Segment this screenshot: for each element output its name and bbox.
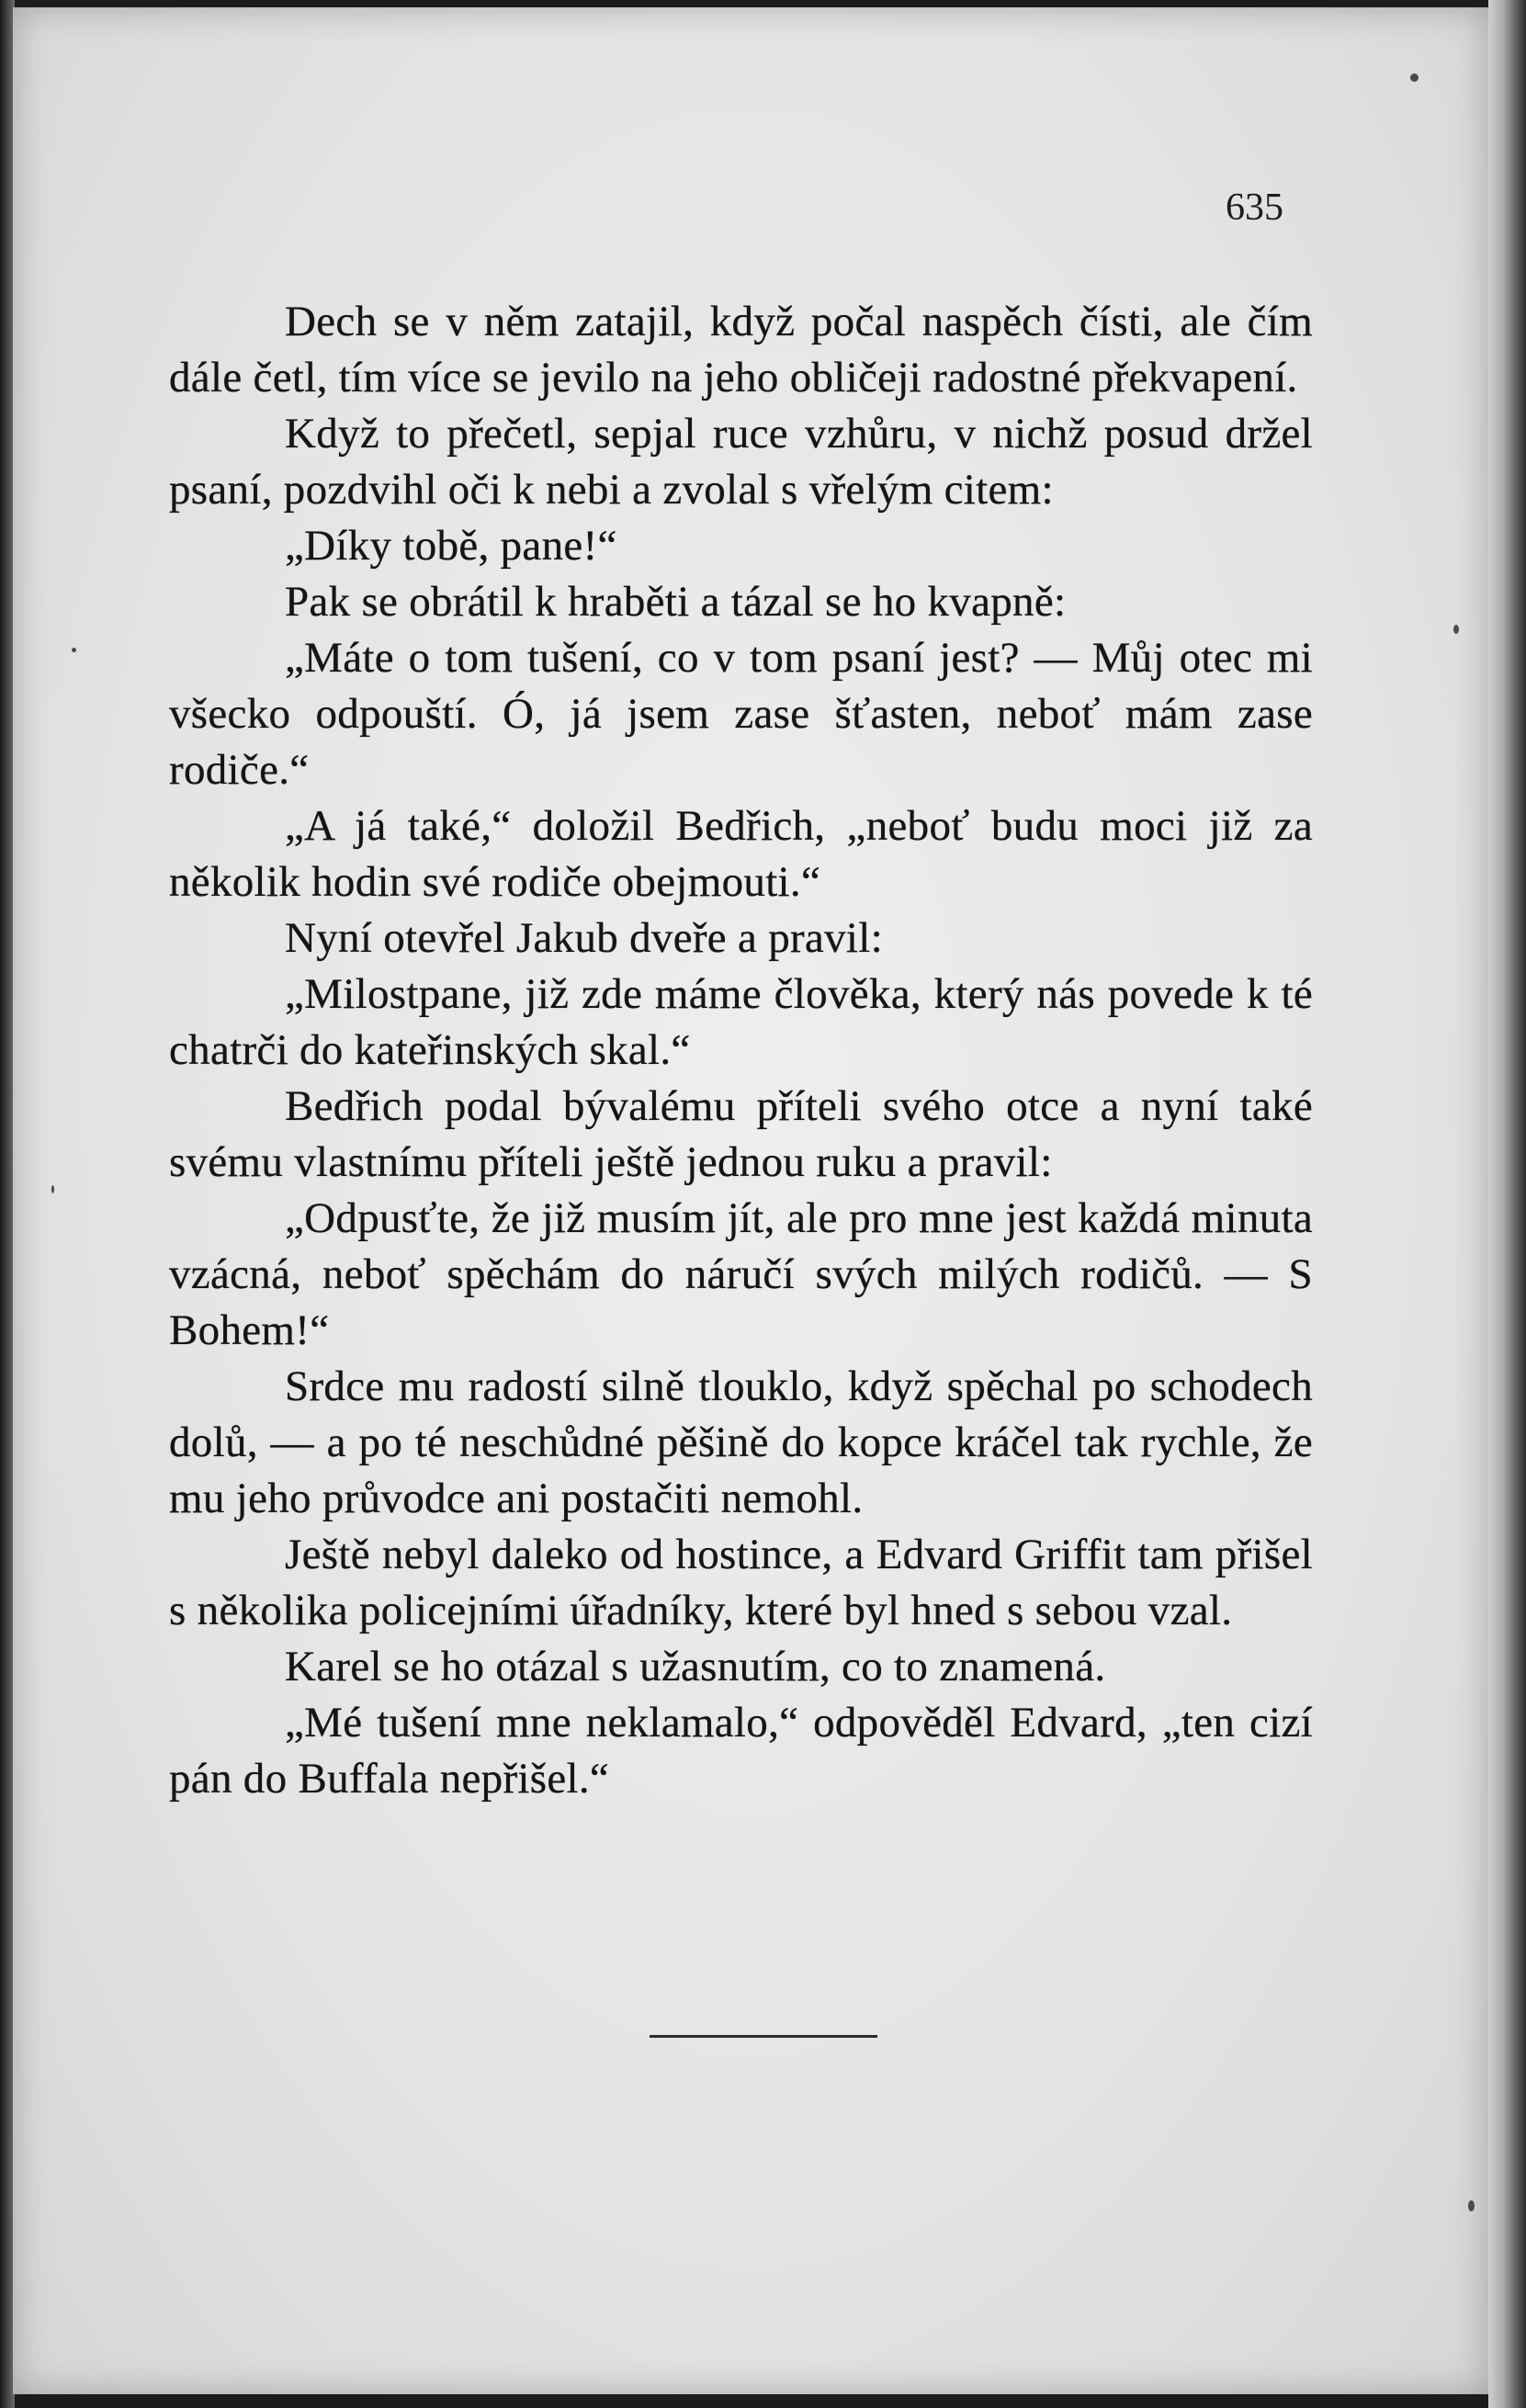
paper-speck bbox=[1410, 73, 1419, 82]
paragraph: „A já také,“ doložil Bedřich, „neboť budu moci již za několik hodin své rodiče obejmouti.“ bbox=[169, 802, 1313, 906]
paper-speck bbox=[72, 648, 76, 652]
paragraph: „Odpusťte, že již musím jít, ale pro mne jest každá minuta vzácná, neboť spěchám do náručí svých milých rodičů. — S Bohem!“ bbox=[169, 1194, 1313, 1354]
paragraph: „Máte o tom tušení, co v tom psaní jest? — Můj otec mi všecko odpouští. Ó, já jsem zase šťasten, neboť mám zase rodiče.“ bbox=[169, 634, 1313, 794]
page-number: 635 bbox=[1226, 187, 1283, 229]
paragraph: „Díky tobě, pane!“ bbox=[285, 522, 617, 570]
page-text bbox=[169, 294, 1313, 1807]
paragraph: „Milostpane, již zde máme člověka, který nás povede k té chatrči do kateřinských skal.“ bbox=[169, 970, 1313, 1074]
paper-speck bbox=[1453, 625, 1459, 634]
paper-speck bbox=[51, 1185, 54, 1193]
paragraph: Karel se ho otázal s užasnutím, co to znamená. bbox=[285, 1643, 1106, 1690]
chapter-end-rule bbox=[650, 2035, 877, 2038]
paragraph: Pak se obrátil k hraběti a tázal se ho kvapně: bbox=[285, 578, 1067, 626]
paragraph: Ještě nebyl daleko od hostince, a Edvard Griffit tam přišel s několika policejními úřadníky, které byl hned s sebou vzal. bbox=[169, 1531, 1313, 1634]
paragraph: Srdce mu radostí silně tlouklo, když spěchal po schodech dolů, — a po té neschůdné pěšině do kopce kráčel tak rychle, že mu jeho průvodce ani postačiti nemohl. bbox=[169, 1362, 1313, 1522]
paragraph: Nyní otevřel Jakub dveře a pravil: bbox=[285, 914, 884, 962]
paper-speck bbox=[1468, 2200, 1475, 2211]
paragraph: Když to přečetl, sepjal ruce vzhůru, v nichž posud držel psaní, pozdvihl oči k nebi a zvolal s vřelým citem: bbox=[169, 410, 1313, 514]
paragraph: „Mé tušení mne neklamalo,“ odpověděl Edvard, „ten cizí pán do Buffala nepřišel.“ bbox=[169, 1699, 1313, 1803]
paragraph: Bedřich podal bývalému příteli svého otce a nyní také svému vlastnímu příteli ještě jednou ruku a pravil: bbox=[169, 1082, 1313, 1186]
page-right-edge bbox=[1488, 0, 1526, 2408]
paragraph: Dech se v něm zatajil, když počal naspěch čísti, ale čím dále četl, tím více se jevilo na jeho obličeji radostné překvapení. bbox=[169, 298, 1313, 401]
